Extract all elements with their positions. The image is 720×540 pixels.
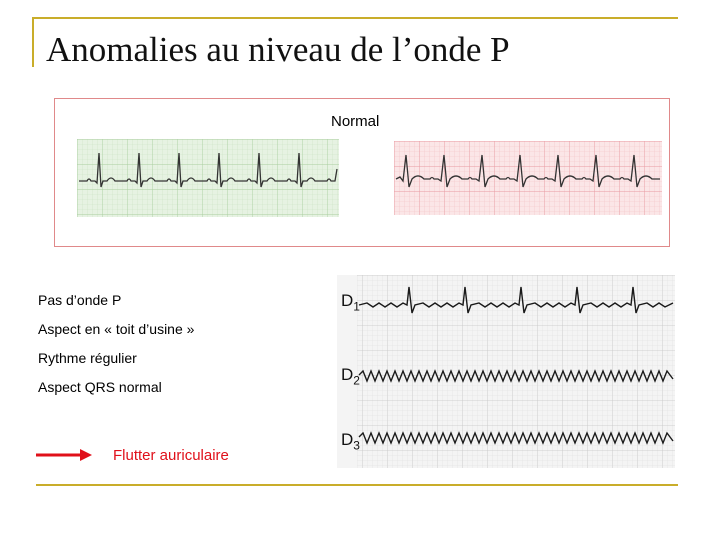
lead-label-d1: $D_1$ <box>341 291 360 314</box>
bullet-item: Aspect en « toit d’usine » <box>38 321 195 337</box>
normal-label: Normal <box>331 113 380 130</box>
arrow-right-icon <box>36 447 92 463</box>
bullet-item: Aspect QRS normal <box>38 379 162 395</box>
frame-bottom-rule <box>36 484 678 486</box>
bullet-item: Pas d’onde P <box>38 292 122 308</box>
lead-label-d2: $D_2$ <box>341 365 360 388</box>
frame-left-rule <box>32 17 34 67</box>
normal-ecg-strip-green <box>77 139 339 217</box>
flutter-ecg-image <box>337 275 675 468</box>
diagnosis-label: Flutter auriculaire <box>113 447 229 464</box>
bullet-list <box>38 291 194 407</box>
lead-label-d3: $D_3$ <box>341 430 360 453</box>
frame-top-rule <box>32 17 678 19</box>
slide-title: Anomalies au niveau de l’onde P <box>46 30 510 69</box>
normal-ecg-strip-pink <box>394 141 662 215</box>
bullet-item: Rythme régulier <box>38 350 137 366</box>
